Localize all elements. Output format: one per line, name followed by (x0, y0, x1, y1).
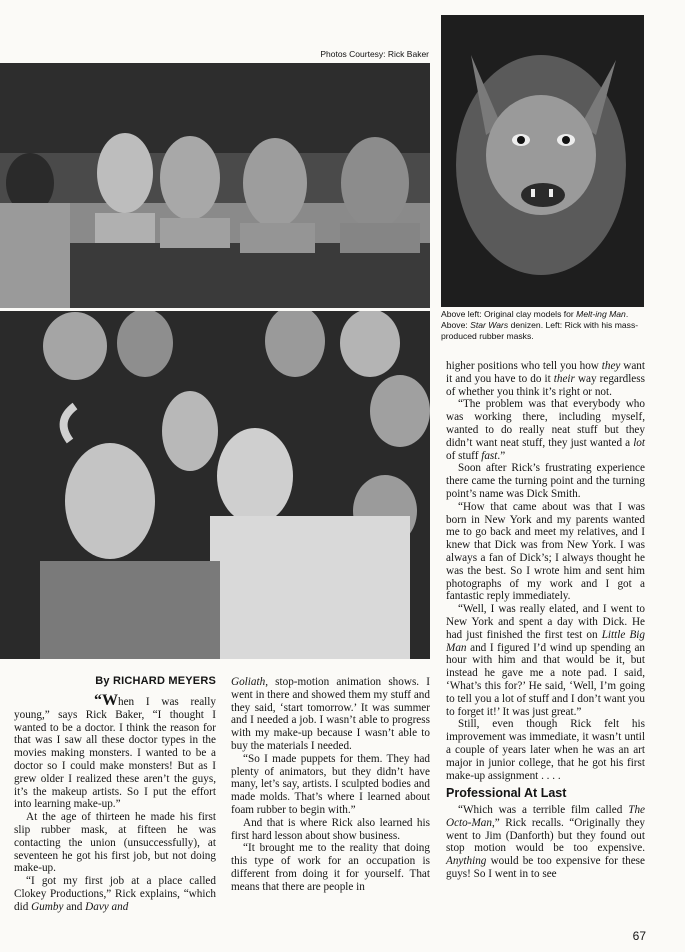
photo-star-wars-denizen (441, 15, 644, 307)
article-column-2 (231, 676, 430, 894)
emphasis: their (553, 372, 575, 385)
byline: By RICHARD MEYERS (95, 675, 216, 687)
paragraph-text: want it and you have to do it (446, 360, 645, 385)
paragraph: Still, even though Rick felt his improvement was immediate, it wasn’t until a couple of years later when he was an art major in junior college, that he got his first make-up assignment . . . . (446, 718, 645, 782)
paragraph: Soon after Rick’s frustrating experience there came the turning point and the turning point’s name was Dick Smith. (446, 462, 645, 500)
paragraph (446, 360, 645, 398)
paragraph-text: higher positions who tell you how (446, 360, 602, 372)
paragraph (14, 875, 216, 913)
paragraph-text: , stop-motion animation shows. I went in there and showed them my stuff and they said, ‘start tomorrow.’ It was summer and I needed a job. I wasn’t able to progress with my make-up because I wasn’t able to buy the materials I needed. (231, 676, 430, 752)
paragraph-text: of stuff (446, 449, 482, 462)
caption-title-melting-man: Melt-ing Man (576, 309, 626, 319)
photo-clay-models (0, 63, 430, 308)
paragraph-text: and I figured I’d wind up spending an hour with him and that would be it, but instead he gave me a note pad. I said, ‘What’s this for?’ He said, ‘Well, I’m going to tell you a lot of stuff and I don’t want you to forget it!’ It was just great.” (446, 641, 645, 718)
paragraph: And that is where Rick also learned his first hard lesson about show business. (231, 816, 430, 842)
article-column-1 (14, 692, 216, 914)
paragraph-text: and (63, 900, 86, 913)
page-number: 67 (632, 929, 646, 943)
paragraph-text: “The problem was that everybody who was working there, including myself, wanted to do really neat stuff but they didn’t want neat stuff, they just wanted a (446, 398, 645, 449)
paragraph: At the age of thirteen he made his first slip rubber mask, at fifteen he was contacting the union (unsuccessfully), at seventeen he got his first job, but not doing make-up. (14, 811, 216, 875)
caption-title-star-wars: Star Wars (470, 320, 509, 330)
paragraph (231, 676, 430, 753)
title-little-big-man: Little Big Man (446, 628, 645, 654)
caption-text: . Above: (441, 309, 629, 330)
emphasis: Anything (446, 855, 487, 868)
photo-rick-with-masks (0, 311, 430, 659)
caption-text: denizen. Left: Rick with his mass-produced rubber masks. (441, 320, 639, 341)
title-gumby: Gumby (31, 900, 64, 913)
emphasis: they (601, 360, 621, 372)
caption-text: Above left: Original clay models for (441, 309, 577, 319)
paragraph-text: hen I was really young,” says Rick Baker, “I thought I wanted to be a doctor. I think the reason for that was I saw all these doctor types in the movies making monsters. I wanted to be a doctor so I could make monsters! But as I grew older I realized these aren’t the guys, it’s the makeup artists. So I put the effort into learning make-up.” (14, 696, 216, 811)
drop-cap: “W (94, 692, 118, 709)
emphasis: fast (481, 449, 498, 462)
paragraph: “So I made puppets for them. They had plenty of animators, but they didn’t have many, let’s say, artists. I sculpted bodies and made molds. That’s where I learned about foam rubber to begin with.” (231, 752, 430, 816)
paragraph-text: “I got my first job at a place called Clokey Productions,” Rick explains, “which did (14, 875, 216, 913)
paragraph (14, 692, 216, 811)
paragraph-text: would be too expensive for these guys! So I went in to see (446, 855, 645, 881)
emphasis: lot (633, 436, 645, 449)
photo-caption (441, 309, 641, 342)
paragraph (446, 603, 645, 718)
title-davy-and: Davy and (85, 900, 129, 913)
paragraph (446, 804, 645, 881)
paragraph-text: way regardless of whether you think it’s right or not. (446, 372, 645, 398)
paragraph-text: “Well, I was really elated, and I went to New York and spent a day with Dick. He had just finished the first test on (446, 603, 645, 641)
paragraph-text: ,” Rick recalls. “Originally they went to Jim (Danforth) but they found out stop motion would be too expensive. (446, 816, 645, 855)
title-goliath: Goliath (231, 676, 266, 688)
title-the-octo-man: The Octo-Man (446, 804, 645, 829)
paragraph-text: “Which was a terrible film called (458, 804, 629, 817)
paragraph (446, 398, 645, 462)
paragraph: “It brought me to the reality that doing this type of work for an occupation is different from doing it for yourself. That means that there are people in (231, 842, 430, 893)
article-column-3 (446, 360, 645, 881)
subheading: Professional At Last (446, 786, 567, 801)
photo-credit: Photos Courtesy: Rick Baker (320, 49, 429, 59)
paragraph-text: .” (497, 449, 506, 462)
paragraph: “How that came about was that I was born in New York and my parents wanted me to go back and meet my relatives, and I knew that Dick was from New York. I was always a fan of Dick’s; I always thought he was the best. So I wrote him and sent him photographs of my work and I got a fantastic reply immediately. (446, 500, 645, 603)
